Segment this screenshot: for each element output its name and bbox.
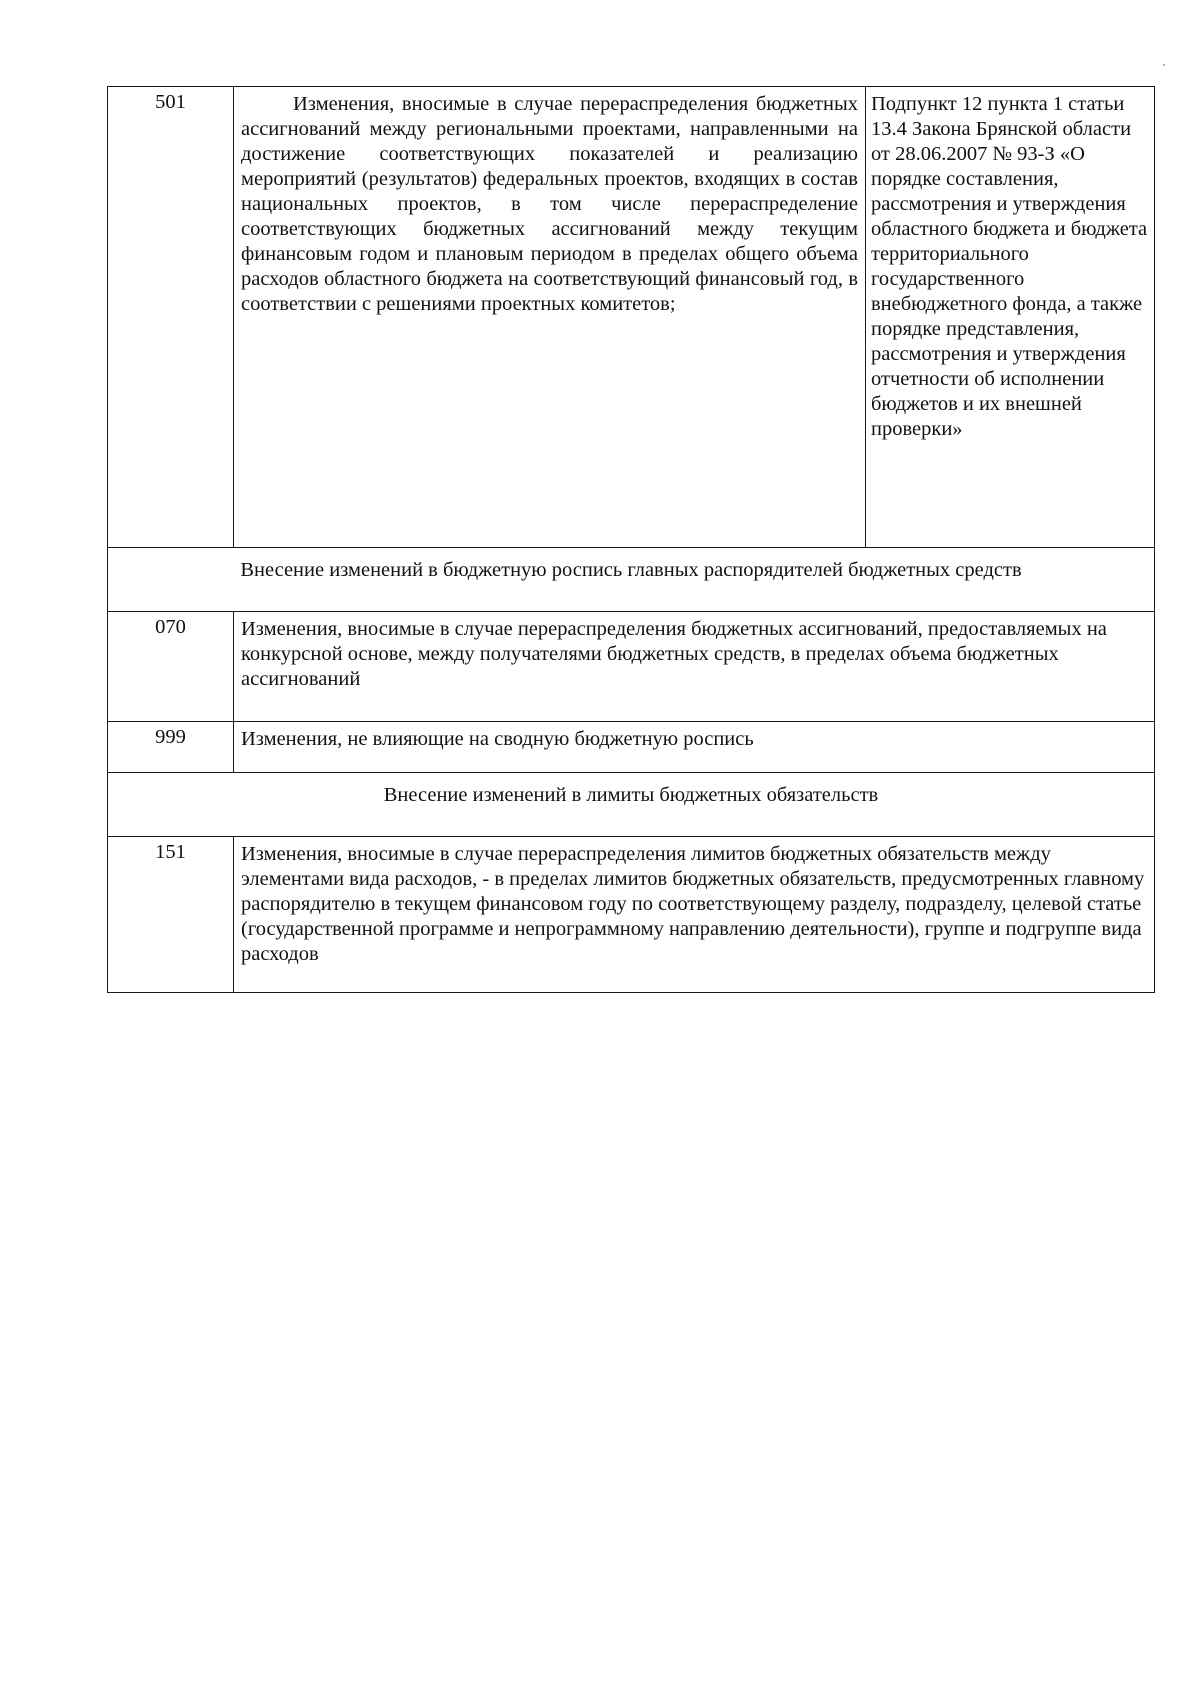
row-code: 501 — [108, 87, 234, 548]
row-description: Изменения, вносимые в случае перераспределения лимитов бюджетных обязательств между элементами вида расходов, - в пределах лимитов бюджетных обязательств, предусмотренных главному распорядителю в текущем финансовом году по соответствующему разделу, подразделу, целевой статье (государственной программе и непрограммному направлению деятельности), группе и подгруппе вида расходов — [234, 837, 1155, 993]
row-description: Изменения, не влияющие на сводную бюджетную роспись — [234, 722, 1155, 773]
budget-changes-table — [107, 86, 1155, 993]
section-header-row — [108, 773, 1155, 837]
row-description: Изменения, вносимые в случае перераспределения бюджетных ассигнований, предоставляемых на конкурсной основе, между получателями бюджетных средств, в пределах объема бюджетных ассигнований — [234, 612, 1155, 722]
scan-speck — [1163, 64, 1165, 66]
table-row — [108, 722, 1155, 773]
row-code: 999 — [108, 722, 234, 773]
table-row — [108, 837, 1155, 993]
row-code: 070 — [108, 612, 234, 722]
legal-basis: Подпункт 12 пункта 1 статьи 13.4 Закона Брянской области от 28.06.2007 № 93-З «О порядке составления, рассмотрения и утверждения областного бюджета и бюджета территориального государственного внебюджетного фонда, а также порядке представления, рассмотрения и утверждения отчетности об исполнении бюджетов и их внешней проверки» — [866, 87, 1155, 548]
row-code: 151 — [108, 837, 234, 993]
row-description: Изменения, вносимые в случае перераспределения бюджетных ассигнований между региональными проектами, направленными на достижение соответствующих показателей и реализацию мероприятий (результатов) федеральных проектов, входящих в состав национальных проектов, в том числе перераспределение соответствующих бюджетных ассигнований между текущим финансовым годом и плановым периодом в пределах общего объема расходов областного бюджета на соответствующий финансовый год, в соответствии с решениями проектных комитетов; — [234, 87, 866, 548]
section-heading: Внесение изменений в лимиты бюджетных обязательств — [108, 773, 1155, 837]
section-heading: Внесение изменений в бюджетную роспись главных распорядителей бюджетных средств — [108, 548, 1155, 612]
section-header-row — [108, 548, 1155, 612]
table-row — [108, 87, 1155, 548]
table-row — [108, 612, 1155, 722]
